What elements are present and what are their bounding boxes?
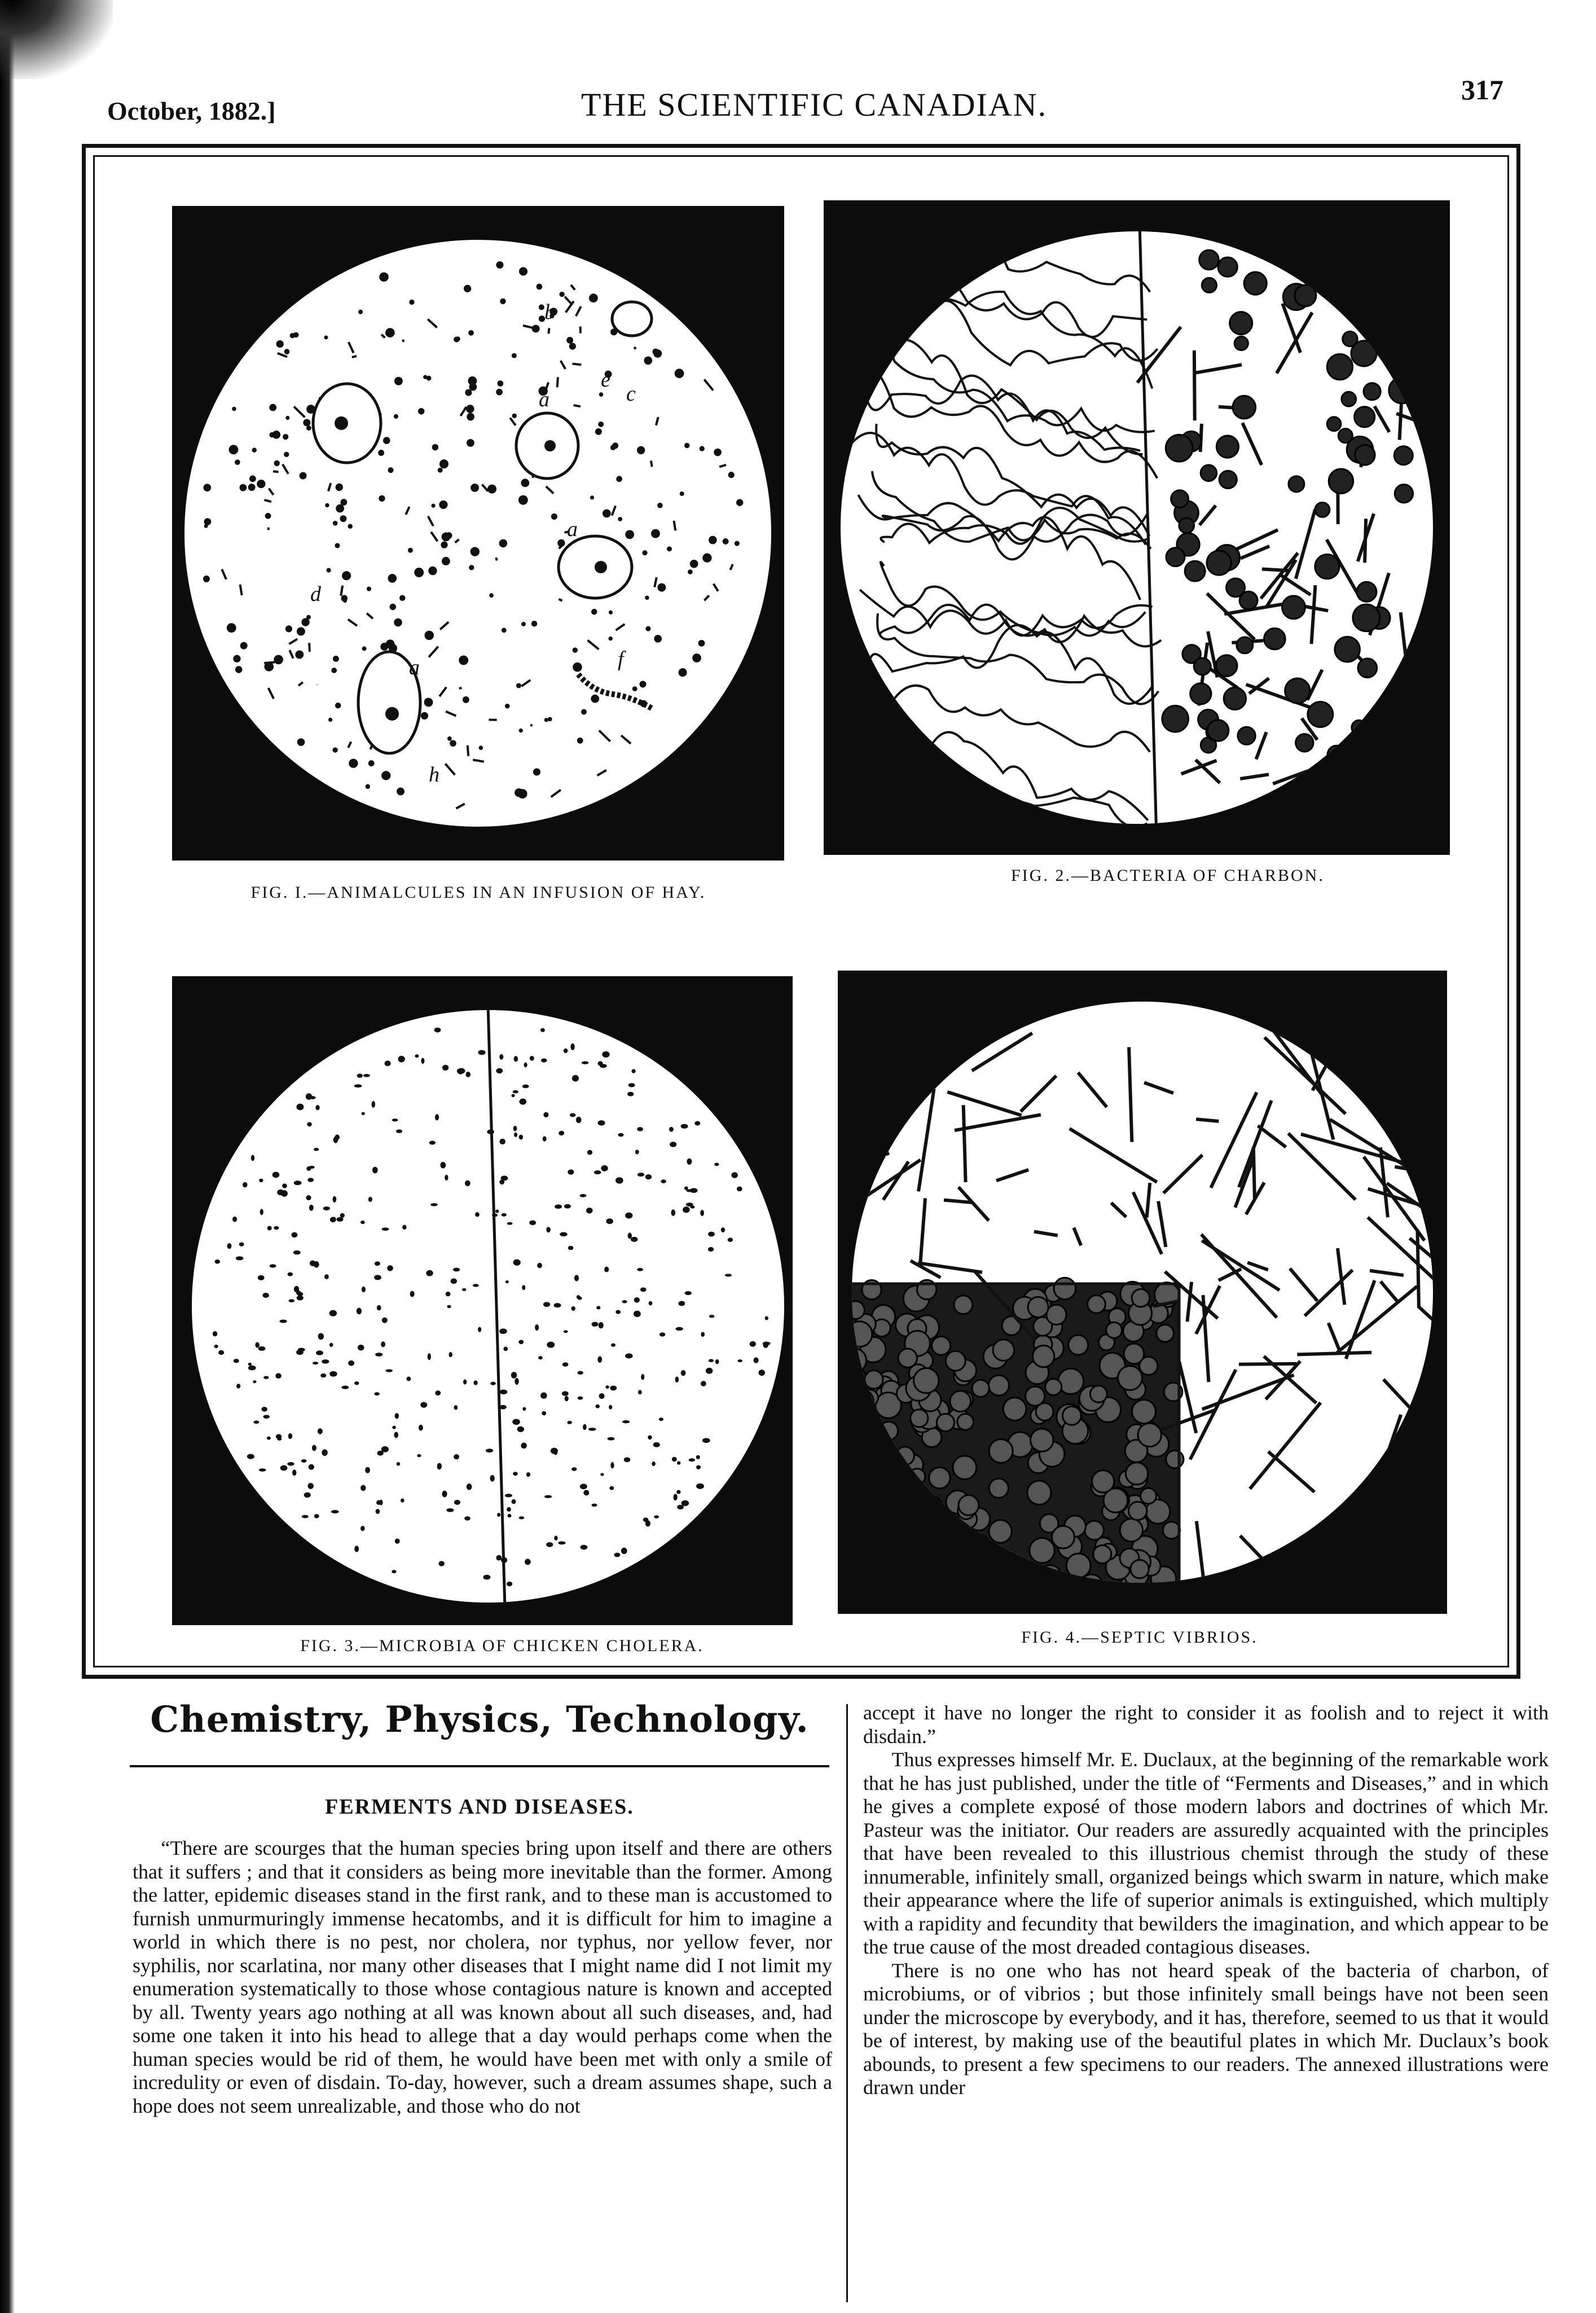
fig1-label-f: f xyxy=(618,647,624,671)
figure-1-plate xyxy=(172,206,784,861)
page-binding-edge xyxy=(0,0,15,2313)
journal-title: THE SCIENTIFIC CANADIAN. xyxy=(581,86,1048,123)
article-right-column xyxy=(863,1701,1549,2100)
fig1-label-d: d xyxy=(310,582,321,606)
fig1-label-c: c xyxy=(626,382,636,406)
page-number: 317 xyxy=(1461,74,1503,106)
running-header xyxy=(107,73,1518,135)
issue-date: October, 1882.] xyxy=(107,96,276,125)
figure-4-drawing xyxy=(838,971,1447,1614)
figure-3-caption: FIG. 3.—MICROBIA OF CHICKEN CHOLERA. xyxy=(300,1636,704,1655)
page-corner-smudge xyxy=(0,0,113,79)
article-left-column xyxy=(133,1837,832,2118)
section-masthead: Chemistry, Physics, Technology. xyxy=(150,1698,809,1741)
fig1-label-e: e xyxy=(601,368,610,392)
figure-4-plate xyxy=(838,971,1447,1614)
figure-4-caption: FIG. 4.—SEPTIC VIBRIOS. xyxy=(1021,1628,1258,1647)
figure-1-caption: FIG. I.—ANIMALCULES IN AN INFUSION OF HAY. xyxy=(250,883,706,902)
figure-2-plate xyxy=(824,200,1450,855)
figure-2-drawing xyxy=(824,200,1450,855)
figure-3-plate xyxy=(172,976,793,1625)
figure-3-drawing xyxy=(172,976,793,1625)
figure-2-caption: FIG. 2.—BACTERIA OF CHARBON. xyxy=(1011,866,1325,885)
fig1-label-b: b xyxy=(544,300,555,324)
article-title: FERMENTS AND DISEASES. xyxy=(325,1795,634,1819)
fig1-label-a2: a xyxy=(567,517,578,541)
article-paragraph: accept it have no longer the right to consider it as foolish and to reject it with disdain.” xyxy=(863,1701,1549,1748)
article-paragraph: Thus expresses himself Mr. E. Duclaux, at the beginning of the remarkable work that he has just published, under the title of “Ferments and Diseases,” and in which he gives a complete exposé of those modern labors and doctrines of which Mr. Pasteur was the initiator. Our readers are assuredly acquainted with the principles that have been revealed to this illustrious chemist through the study of these innumerable, infinitely small, organized beings which swarm in nature, which make their appearance where the life of superior animals is extinguished, which multiply with a rapidity and fecundity that bewilders the imagination, and which appear to be the true cause of the most dreaded contagious diseases. xyxy=(863,1748,1549,1958)
article-paragraph: “There are scourges that the human species bring upon itself and there are others that it suffers ; and that it considers as being more inevitable than the former. Among the latter, epidemic diseases stand in the first rank, and to these man is accustomed to furnish unmurmuringly immense hecatombs, and it is difficult for him to imagine a world in which there is no pest, nor cholera, nor typhus, nor yellow fever, nor syphilis, nor scarlatina, nor many other diseases that I might name did I not limit my enumeration systematically to those whose contagious nature is known and accepted by all. Twenty years ago nothing at all was known about all such diseases, and, had some one taken it into his head to allege that a day would perhaps come when the human species would be rid of them, he would have been met with only a smile of incredulity or even of disdain. To-day, however, such a dream assumes shape, such a hope does not seem unrealizable, and those who do not xyxy=(133,1837,832,2117)
fig1-label-a3: a xyxy=(409,656,420,679)
figure-1-drawing xyxy=(172,206,784,861)
article-paragraph: There is no one who has not heard speak of the bacteria of charbon, of microbiums, or of vibrios ; but those infinitely small beings have not been seen under the microscope by everybody, and it has, therefore, seemed to us that it would be of interest, by making use of the beautiful plates in which Mr. Duclaux’s book abounds, to present a few specimens to our readers. The annexed illustrations were drawn under xyxy=(863,1959,1549,2099)
column-rule xyxy=(846,1704,848,2302)
masthead-rule xyxy=(130,1765,829,1767)
fig1-label-a: a xyxy=(539,388,549,411)
fig1-label-h: h xyxy=(429,763,439,787)
